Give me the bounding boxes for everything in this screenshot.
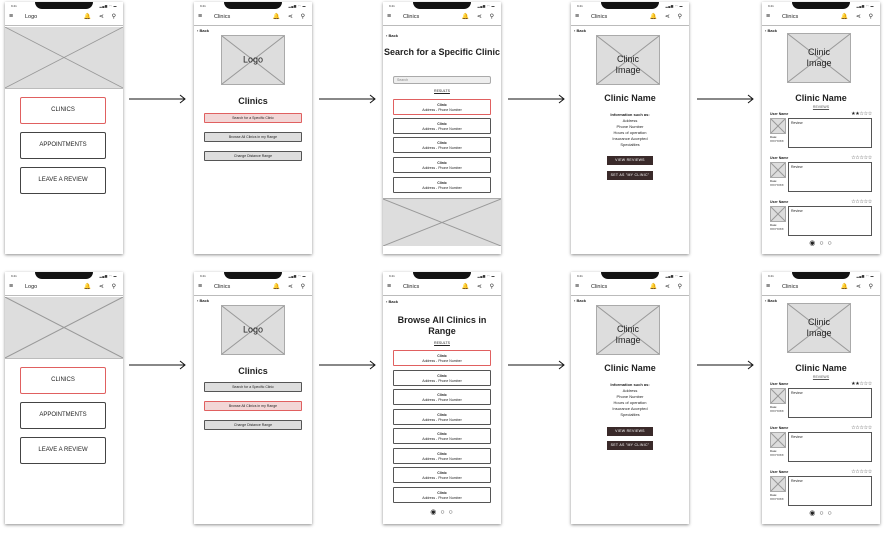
result-card[interactable]: Clinic Address - Phone Number (393, 118, 491, 134)
bell-share-search-icons[interactable]: 🔔 ⋖ ⚲ (649, 14, 685, 20)
avatar (770, 162, 786, 178)
change-distance-button[interactable]: Change Distance Range (204, 151, 302, 161)
review-text: Review (788, 388, 872, 418)
app-title: Clinics (591, 14, 608, 20)
page-title: Search for a Specific Clinic (383, 47, 501, 57)
clinics-menu-screen (194, 2, 312, 254)
result-card[interactable]: Clinic Address - Phone Number (393, 467, 491, 483)
flow-arrow (319, 358, 377, 370)
bell-share-search-icons[interactable]: 🔔 ⋖ ⚲ (461, 284, 497, 290)
clinics-button[interactable]: CLINICS (20, 367, 106, 394)
result-card[interactable]: Clinic Address - Phone Number (393, 448, 491, 464)
app-bar (383, 10, 501, 26)
back-button[interactable]: ‹ Back (765, 28, 778, 33)
clinic-name: Clinic Name (795, 363, 847, 373)
menu-icon[interactable]: ≡ (766, 283, 771, 290)
status-bar: 9:41 ▂▄▆ ◠ ▬ (577, 274, 683, 278)
review-text: Review (788, 162, 872, 192)
search-specific-clinic-button[interactable]: Search for a Specific Clinic (204, 113, 302, 123)
page-title: Clinics (238, 366, 268, 376)
review-item: User Name ☆☆☆☆☆ Date: XX/YX/XX Review (770, 470, 872, 510)
home-screen (5, 2, 123, 254)
star-rating: ★★☆☆☆ (851, 381, 872, 387)
flow-arrow (319, 92, 377, 104)
star-rating: ★★☆☆☆ (851, 111, 872, 117)
clinic-detail-screen (571, 272, 689, 524)
app-title: Logo (25, 284, 38, 290)
menu-icon[interactable]: ≡ (766, 13, 771, 20)
appointments-button[interactable]: APPOINTMENTS (20, 132, 106, 159)
bell-share-search-icons[interactable]: 🔔 ⋖ ⚲ (840, 284, 876, 290)
flow-arrow (129, 92, 187, 104)
menu-icon[interactable]: ≡ (198, 13, 203, 20)
avatar (770, 432, 786, 448)
change-distance-button[interactable]: Change Distance Range (204, 420, 302, 430)
search-specific-clinic-button[interactable]: Search for a Specific Clinic (204, 382, 302, 392)
clinic-image-placeholder: Clinic Image (596, 35, 660, 85)
menu-icon[interactable]: ≡ (9, 13, 14, 20)
status-bar: 9:41 ▂▄▆ ◠ ▬ (768, 274, 874, 278)
result-card[interactable]: Clinic Address - Phone Number (393, 177, 491, 193)
clinic-name: Clinic Name (604, 363, 656, 373)
menu-icon[interactable]: ≡ (575, 13, 580, 20)
menu-icon[interactable]: ≡ (198, 283, 203, 290)
status-bar: 9:41 ▂▄▆ ◠ ▬ (768, 4, 874, 8)
result-card[interactable]: Clinic Address - Phone Number (393, 487, 491, 503)
app-title: Clinics (591, 284, 608, 290)
search-clinic-screen (383, 2, 501, 254)
avatar (770, 206, 786, 222)
result-card[interactable]: Clinic Address - Phone Number (393, 99, 491, 115)
app-title: Logo (25, 14, 38, 20)
back-button[interactable]: ‹ Back (197, 298, 210, 303)
review-text: Review (788, 206, 872, 236)
reviews-label: REVIEWS (812, 105, 830, 109)
clinic-image-placeholder: Clinic Image (787, 303, 851, 353)
app-title: Clinics (214, 284, 231, 290)
status-bar: 9:41 ▂▄▆ ◠ ▬ (389, 4, 495, 8)
clinic-name: Clinic Name (604, 93, 656, 103)
results-label: RESULTS (434, 89, 450, 93)
flow-arrow (129, 358, 187, 370)
app-bar (5, 280, 123, 296)
view-reviews-button[interactable]: VIEW REVIEWS (607, 156, 653, 165)
banner-placeholder (383, 198, 501, 246)
avatar (770, 476, 786, 492)
leave-review-button[interactable]: LEAVE A REVIEW (20, 437, 106, 464)
flow-arrow (697, 92, 755, 104)
clinic-image-placeholder: Clinic Image (596, 305, 660, 355)
menu-icon[interactable]: ≡ (387, 13, 392, 20)
clinic-image-placeholder: Clinic Image (787, 33, 851, 83)
status-bar: 9:41 ▂▄▆ ◠ ▬ (200, 4, 306, 8)
status-bar: 9:41 ▂▄▆ ◠ ▬ (389, 274, 495, 278)
page-title: Clinics (238, 96, 268, 106)
bell-share-search-icons[interactable]: 🔔 ⋖ ⚲ (461, 14, 497, 20)
status-bar: 9:41 ▂▄▆ ◠ ▬ (200, 274, 306, 278)
back-button[interactable]: ‹ Back (386, 33, 399, 38)
reviews-screen (762, 2, 880, 254)
status-bar: 9:41 ▂▄▆ ◠ ▬ (11, 4, 117, 8)
app-bar (5, 10, 123, 26)
app-title: Clinics (403, 284, 420, 290)
leave-review-button[interactable]: LEAVE A REVIEW (20, 167, 106, 194)
back-button[interactable]: ‹ Back (574, 298, 587, 303)
result-card[interactable]: Clinic Address - Phone Number (393, 389, 491, 405)
pagination-dots[interactable]: ◉ ○ ○ (430, 509, 454, 516)
app-bar (571, 10, 689, 26)
app-bar (762, 10, 880, 26)
clinics-menu-screen (194, 272, 312, 524)
clinic-name: Clinic Name (795, 93, 847, 103)
review-text: Review (788, 118, 872, 148)
star-rating: ☆☆☆☆☆ (851, 469, 872, 475)
status-bar: 9:41 ▂▄▆ ◠ ▬ (577, 4, 683, 8)
app-bar (194, 280, 312, 296)
logo-placeholder: Logo (221, 35, 285, 85)
back-button[interactable]: ‹ Back (574, 28, 587, 33)
app-title: Clinics (214, 14, 231, 20)
review-item: User Name ★★☆☆☆ Date: XX/YX/XX Review (770, 112, 872, 152)
star-rating: ☆☆☆☆☆ (851, 199, 872, 205)
review-text: Review (788, 476, 872, 506)
browse-clinics-screen (383, 272, 501, 524)
app-bar (383, 280, 501, 296)
menu-icon[interactable]: ≡ (9, 283, 14, 290)
app-title: Clinics (782, 284, 799, 290)
flow-arrow (508, 92, 566, 104)
result-card[interactable]: Clinic Address - Phone Number (393, 370, 491, 386)
result-card[interactable]: Clinic Address - Phone Number (393, 137, 491, 153)
result-card[interactable]: Clinic Address - Phone Number (393, 157, 491, 173)
hero-image-placeholder (5, 27, 123, 89)
result-card[interactable]: Clinic Address - Phone Number (393, 428, 491, 444)
search-input[interactable]: Search (393, 76, 491, 84)
review-item: User Name ☆☆☆☆☆ Date: XX/YX/XX Review (770, 200, 872, 240)
app-bar (762, 280, 880, 296)
review-item: User Name ☆☆☆☆☆ Date: XX/YX/XX Review (770, 426, 872, 466)
clinics-button[interactable]: CLINICS (20, 97, 106, 124)
menu-icon[interactable]: ≡ (575, 283, 580, 290)
flow-arrow (508, 358, 566, 370)
browse-clinics-button[interactable]: Browse All Clinics in my Range (204, 132, 302, 142)
back-button[interactable]: ‹ Back (765, 298, 778, 303)
avatar (770, 388, 786, 404)
pagination-dots[interactable]: ◉ ○ ○ (809, 510, 833, 517)
menu-icon[interactable]: ≡ (387, 283, 392, 290)
logo-placeholder: Logo (221, 305, 285, 355)
results-label: RESULTS (434, 341, 450, 345)
pagination-dots[interactable]: ◉ ○ ○ (809, 240, 833, 247)
page-title: Browse All Clinics in Range (397, 315, 487, 336)
bell-share-search-icons[interactable]: 🔔 ⋖ ⚲ (649, 284, 685, 290)
result-card[interactable]: Clinic Address - Phone Number (393, 350, 491, 366)
home-screen (5, 272, 123, 524)
set-my-clinic-button[interactable]: SET AS "MY CLINIC" (607, 441, 653, 450)
hero-image-placeholder (5, 297, 123, 359)
bell-share-search-icons[interactable]: 🔔 ⋖ ⚲ (840, 14, 876, 20)
avatar (770, 118, 786, 134)
app-bar (571, 280, 689, 296)
appointments-button[interactable]: APPOINTMENTS (20, 402, 106, 429)
set-my-clinic-button[interactable]: SET AS "MY CLINIC" (607, 171, 653, 180)
bell-share-search-icons[interactable]: 🔔 ⋖ ⚲ (83, 14, 119, 20)
back-button[interactable]: ‹ Back (386, 299, 399, 304)
bell-share-search-icons[interactable]: 🔔 ⋖ ⚲ (83, 284, 119, 290)
clinic-detail-screen (571, 2, 689, 254)
result-card[interactable]: Clinic Address - Phone Number (393, 409, 491, 425)
flow-arrow (697, 358, 755, 370)
clinic-info: Information such as: Address Phone Number Hours of operation Insurance Accepted Specialties (610, 112, 650, 147)
bell-share-search-icons[interactable]: 🔔 ⋖ ⚲ (272, 14, 308, 20)
review-item: User Name ★★☆☆☆ Date: XX/YX/XX Review (770, 382, 872, 422)
back-button[interactable]: ‹ Back (197, 28, 210, 33)
app-bar (194, 10, 312, 26)
review-text: Review (788, 432, 872, 462)
star-rating: ☆☆☆☆☆ (851, 425, 872, 431)
app-title: Clinics (403, 14, 420, 20)
star-rating: ☆☆☆☆☆ (851, 155, 872, 161)
reviews-label: REVIEWS (812, 375, 830, 379)
clinic-info: Information such as: Address Phone Number Hours of operation Insurance Accepted Specialties (610, 382, 650, 417)
review-item: User Name ☆☆☆☆☆ Date: XX/YX/XX Review (770, 156, 872, 196)
reviews-screen (762, 272, 880, 524)
bell-share-search-icons[interactable]: 🔔 ⋖ ⚲ (272, 284, 308, 290)
browse-clinics-button[interactable]: Browse All Clinics in my Range (204, 401, 302, 411)
app-title: Clinics (782, 14, 799, 20)
view-reviews-button[interactable]: VIEW REVIEWS (607, 427, 653, 436)
status-bar: 9:41 ▂▄▆ ◠ ▬ (11, 274, 117, 278)
